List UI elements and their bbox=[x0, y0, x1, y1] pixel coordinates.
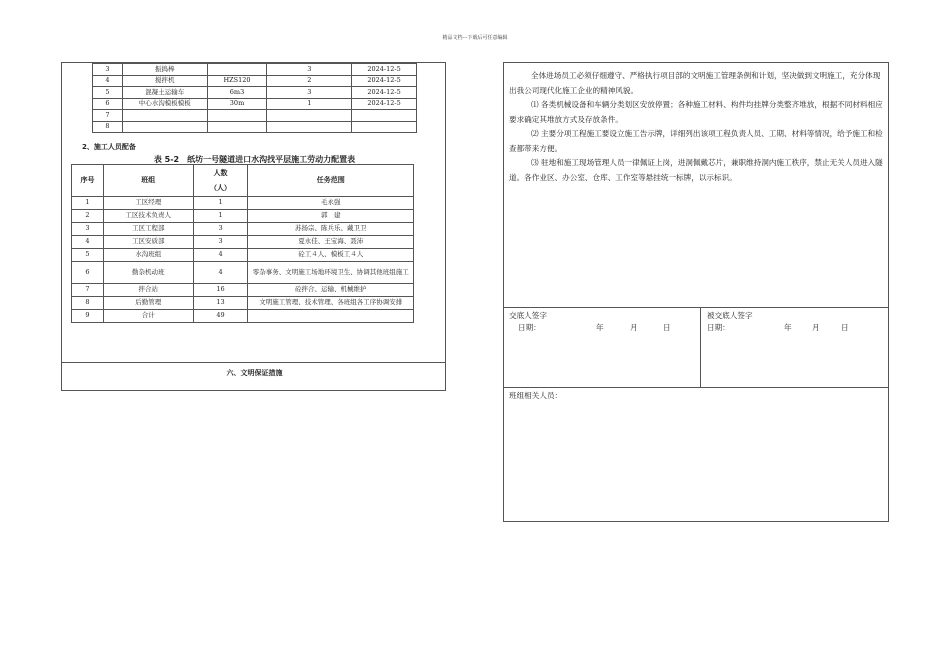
receiver-month: 月 bbox=[812, 323, 820, 332]
labor-row bbox=[72, 210, 414, 223]
labor-cell: 2 bbox=[72, 210, 104, 223]
labor-row bbox=[72, 297, 414, 310]
equipment-cell: 2024-12-5 bbox=[352, 98, 417, 110]
equipment-cell: 6 bbox=[93, 98, 123, 110]
equipment-cell bbox=[122, 110, 207, 122]
equipment-cell bbox=[267, 121, 352, 133]
equipment-cell: 2024-12-5 bbox=[352, 87, 417, 99]
equipment-cell bbox=[207, 64, 267, 76]
labor-cell: 工区工程部 bbox=[103, 223, 193, 236]
header-count-line1: 人数 bbox=[213, 168, 228, 177]
labor-cell: 后勤管理 bbox=[103, 297, 193, 310]
header-scope: 任务范围 bbox=[248, 165, 414, 197]
labor-cell: 拌合站 bbox=[103, 284, 193, 297]
header-note: 精品文档---下载后可任意编辑 bbox=[442, 35, 508, 41]
equipment-row bbox=[93, 98, 417, 110]
labor-cell: 5 bbox=[72, 249, 104, 262]
labor-cell: 夏永佳、王宝海、聂沛 bbox=[248, 236, 414, 249]
labor-cell: 4 bbox=[72, 236, 104, 249]
labor-row bbox=[72, 223, 414, 236]
header-no: 序号 bbox=[72, 165, 104, 197]
equipment-cell: 3 bbox=[267, 87, 352, 99]
giver-label: 交底人签字 bbox=[509, 311, 547, 320]
labor-cell: 6 bbox=[72, 262, 104, 284]
labor-row bbox=[72, 262, 414, 284]
labor-cell: 3 bbox=[193, 223, 248, 236]
equipment-table bbox=[92, 63, 417, 133]
labor-cell: 3 bbox=[72, 223, 104, 236]
labor-cell: 合计 bbox=[103, 310, 193, 323]
equipment-cell bbox=[352, 110, 417, 122]
labor-row bbox=[72, 236, 414, 249]
equipment-cell: 6m3 bbox=[207, 87, 267, 99]
labor-cell: 13 bbox=[193, 297, 248, 310]
labor-cell: 1 bbox=[193, 210, 248, 223]
team-section-border bbox=[504, 387, 888, 388]
labor-row bbox=[72, 284, 414, 297]
section-6-title: 六、文明保证措施 bbox=[226, 369, 283, 377]
receiver-year: 年 bbox=[784, 323, 792, 332]
labor-cell: 毛永强 bbox=[248, 197, 414, 210]
divider bbox=[62, 362, 445, 363]
right-panel bbox=[503, 62, 889, 522]
labor-cell: 苏扬宗、陈兵乐、戴卫卫 bbox=[248, 223, 414, 236]
labor-cell: 勤杂机动班 bbox=[103, 262, 193, 284]
paragraph-intro: 全体进场员工必须仔细遵守、严格执行项目部的文明施工管理条例和计划，坚决做到文明施工，充分体现出我公司现代化施工企业的精神风貌。 bbox=[509, 71, 881, 95]
labor-cell: 16 bbox=[193, 284, 248, 297]
equipment-cell: 2 bbox=[267, 75, 352, 87]
labor-cell: 文明施工管理、技术管理、各班组各工序协调安排 bbox=[248, 297, 414, 310]
signature-top-border bbox=[504, 307, 888, 308]
receiver-label: 被交底人签字 bbox=[707, 311, 753, 320]
equipment-cell bbox=[122, 121, 207, 133]
labor-cell: 水沟班组 bbox=[103, 249, 193, 262]
equipment-cell: 搅拌机 bbox=[122, 75, 207, 87]
labor-table-title: 表 5-2 纸坊一号隧道进口水沟找平层施工劳动力配置表 bbox=[153, 155, 356, 164]
labor-cell: 8 bbox=[72, 297, 104, 310]
equipment-cell bbox=[207, 110, 267, 122]
paragraph-3: ⑶ 驻地和施工现场管理人员一律佩证上岗，进洞佩戴芯片，兼职维持洞内施工秩序，禁止无关人员进入隧道。各作业区、办公室、仓库、工作室等悬挂统一标牌，以示标识。 bbox=[509, 158, 883, 182]
equipment-cell: 3 bbox=[267, 64, 352, 76]
equipment-cell bbox=[207, 121, 267, 133]
equipment-cell bbox=[352, 121, 417, 133]
giver-month: 月 bbox=[630, 323, 638, 332]
equipment-cell: 1 bbox=[267, 98, 352, 110]
labor-cell: 工区安质部 bbox=[103, 236, 193, 249]
header-count bbox=[193, 165, 248, 197]
header-team: 班组 bbox=[103, 165, 193, 197]
equipment-cell: 3 bbox=[93, 64, 123, 76]
labor-cell: 7 bbox=[72, 284, 104, 297]
left-panel bbox=[61, 62, 446, 391]
equipment-cell: 振捣棒 bbox=[122, 64, 207, 76]
signature-divider bbox=[700, 307, 701, 387]
labor-cell: 1 bbox=[193, 197, 248, 210]
equipment-cell: 2024-12-5 bbox=[352, 64, 417, 76]
header-count-line2: （人） bbox=[210, 184, 232, 192]
receiver-date-label: 日期： bbox=[707, 323, 730, 332]
equipment-cell: 4 bbox=[93, 75, 123, 87]
equipment-row bbox=[93, 110, 417, 122]
equipment-row bbox=[93, 87, 417, 99]
equipment-row bbox=[93, 75, 417, 87]
equipment-cell: 中心水沟模板模板 bbox=[122, 98, 207, 110]
receiver-day: 日 bbox=[841, 323, 849, 332]
labor-cell: 工区技术负责人 bbox=[103, 210, 193, 223]
labor-cell: 49 bbox=[193, 310, 248, 323]
equipment-cell bbox=[267, 110, 352, 122]
equipment-cell: HZS120 bbox=[207, 75, 267, 87]
labor-cell: 工区经理 bbox=[103, 197, 193, 210]
labor-cell: 砼拌合、运输、机械维护 bbox=[248, 284, 414, 297]
labor-cell bbox=[248, 310, 414, 323]
equipment-cell: 混凝土运输车 bbox=[122, 87, 207, 99]
equipment-cell: 5 bbox=[93, 87, 123, 99]
giver-day: 日 bbox=[663, 323, 671, 332]
labor-cell: 3 bbox=[193, 236, 248, 249]
equipment-cell: 30m bbox=[207, 98, 267, 110]
labor-row bbox=[72, 197, 414, 210]
section-2-label: 2、施工人员配备 bbox=[82, 143, 136, 151]
labor-cell: 1 bbox=[72, 197, 104, 210]
labor-cell: 砼工４人、模板工４人 bbox=[248, 249, 414, 262]
equipment-row bbox=[93, 64, 417, 76]
labor-cell: 零杂事务、文明施工场地环境卫生、协调其他班组施工 bbox=[248, 262, 414, 284]
labor-cell: 郭 建 bbox=[248, 210, 414, 223]
paragraph-2: ⑵ 主要分项工程施工要设立施工告示牌，详细列出该项工程负责人员、工期、材料等情况，给予施工和检查都带来方便。 bbox=[509, 129, 883, 153]
equipment-cell: 8 bbox=[93, 121, 123, 133]
giver-date-label: 日期： bbox=[518, 323, 541, 332]
labor-cell: 9 bbox=[72, 310, 104, 323]
team-members-label: 班组相关人员： bbox=[509, 391, 563, 400]
labor-cell: 4 bbox=[193, 262, 248, 284]
giver-year: 年 bbox=[596, 323, 604, 332]
labor-cell: 4 bbox=[193, 249, 248, 262]
paragraph-1: ⑴ 各类机械设备和车辆分类划区安放停置；各种施工材料、构件均挂牌分类整齐堆放，根据不同材料相应要求确定其堆放方式及存放条件。 bbox=[509, 100, 883, 124]
labor-row bbox=[72, 249, 414, 262]
equipment-cell: 2024-12-5 bbox=[352, 75, 417, 87]
equipment-row bbox=[93, 121, 417, 133]
labor-table bbox=[71, 164, 414, 323]
labor-row bbox=[72, 310, 414, 323]
equipment-cell: 7 bbox=[93, 110, 123, 122]
